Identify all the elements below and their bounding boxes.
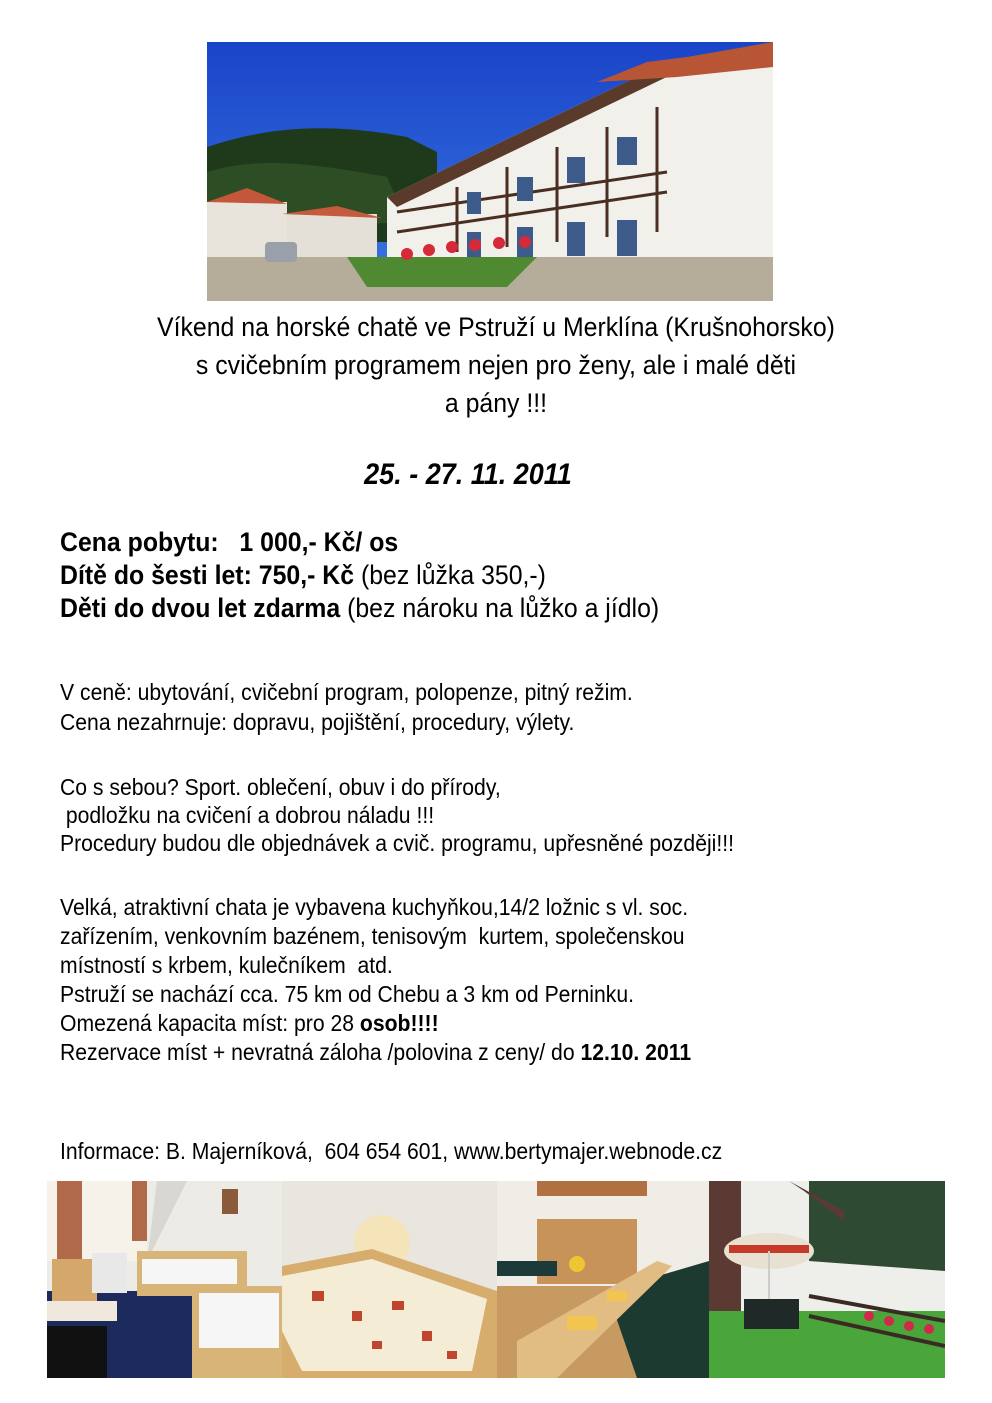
bring-section	[60, 773, 888, 857]
included-line: V ceně: ubytování, cvičební program, polopenze, pitný režim.	[60, 679, 633, 705]
included-section	[60, 677, 888, 737]
adult-price-label: Cena pobytu:	[60, 527, 219, 557]
headline-line-2: s cvičebním programem nejen pro ženy, ale i malé děti	[195, 350, 797, 380]
adult-price-value: 1 000,- Kč/ os	[239, 527, 399, 557]
infant-price-label: Děti do dvou let zdarma	[60, 593, 341, 623]
chalet-line-2: zařízením, venkovním bazénem, tenisovým kurtem, společenskou	[60, 923, 685, 949]
price-list	[60, 526, 888, 625]
infant-price-note: (bez nároku na lůžko a jídlo)	[347, 593, 660, 623]
bedroom-twin-beds-photo	[47, 1181, 282, 1378]
contact-info: Informace: B. Majerníková, 604 654 601, www.bertymajer.webnode.cz	[60, 1138, 723, 1164]
reservation-line	[60, 1038, 888, 1067]
capacity-line	[60, 1009, 888, 1038]
adult-price	[60, 526, 888, 559]
bring-line-1: Co s sebou? Sport. oblečení, obuv i do přírody,	[60, 774, 501, 800]
location-line: Pstruží se nachází cca. 75 km od Chebu a 3 km od Perninku.	[60, 981, 634, 1007]
dining-hall-photo	[497, 1181, 709, 1378]
chalet-description	[60, 893, 888, 1067]
chalet-line-3: místností s krbem, kulečníkem atd.	[60, 952, 393, 978]
bring-line-2: podložku na cvičení a dobrou náladu !!!	[60, 802, 435, 828]
event-dates: 25. - 27. 11. 2011	[364, 458, 572, 491]
chalet-building-photo	[207, 42, 773, 301]
reservation-text: Rezervace míst + nevratná záloha /polovina z ceny/ do	[60, 1039, 581, 1065]
capacity-bold: osob!!!!	[359, 1010, 439, 1036]
terrace-umbrella-photo	[709, 1181, 945, 1378]
reservation-date: 12.10. 2011	[580, 1039, 692, 1065]
procedures-line: Procedury budou dle objednávek a cvič. programu, upřesněné později!!!	[60, 830, 735, 856]
headline-line-3: a pány !!!	[444, 388, 548, 418]
infant-price	[60, 592, 888, 625]
child-price-note: (bez lůžka 350,-)	[360, 560, 546, 590]
capacity-text: Omezená kapacita míst: pro 28	[60, 1010, 360, 1036]
child-price-label: Dítě do šesti let: 750,- Kč	[60, 560, 355, 590]
photo-strip	[47, 1181, 945, 1378]
excluded-line: Cena nezahrnuje: dopravu, pojištění, procedury, výlety.	[60, 709, 575, 735]
child-price	[60, 559, 888, 592]
headline	[58, 308, 934, 422]
chalet-line-1: Velká, atraktivní chata je vybavena kuchyňkou,14/2 ložnic s vl. soc.	[60, 894, 689, 920]
bedroom-double-bed-photo	[282, 1181, 497, 1378]
headline-line-1: Víkend na horské chatě ve Pstruží u Merklína (Krušnohorsko)	[157, 312, 835, 342]
